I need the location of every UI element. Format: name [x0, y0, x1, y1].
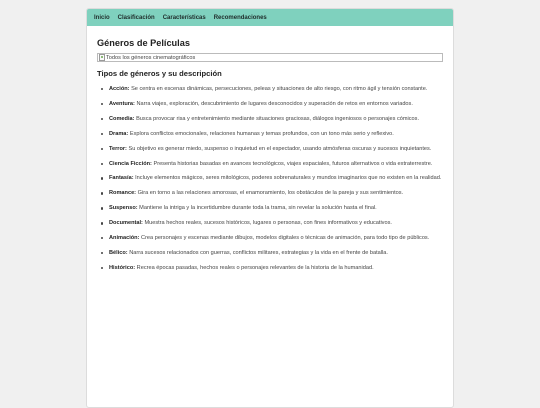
- genres-image-placeholder: [97, 53, 443, 62]
- list-item: [107, 84, 443, 94]
- list-item: [107, 144, 443, 154]
- list-item: [107, 114, 443, 124]
- genre-description: Narra sucesos relacionados con guerras, conflictos militares, estrategias y la vida en el frente de batalla.: [129, 249, 388, 256]
- list-item: [107, 129, 443, 139]
- genre-description: Narra viajes, exploración, descubrimiento de lugares desconocidos y superación de retos en entornos variados.: [136, 100, 413, 107]
- genre-name: Terror:: [109, 145, 127, 152]
- top-nav: [87, 9, 453, 26]
- genre-description: Explora conflictos emocionales, relaciones humanas y temas profundos, con un tono más serio y reflexivo.: [129, 130, 394, 137]
- genre-name: Documental:: [109, 220, 143, 227]
- genre-name: Ciencia Ficción:: [109, 160, 152, 167]
- genre-name: Romance:: [109, 190, 137, 197]
- genre-description: Recrea épocas pasadas, hechos reales o personajes relevantes de la historia de la humanidad.: [136, 264, 374, 271]
- list-item: [107, 159, 443, 169]
- broken-image-icon: [99, 54, 105, 61]
- genre-description: Crea personajes y escenas mediante dibujos, modelos digitales o técnicas de animación, para todo tipo de públicos.: [141, 235, 430, 242]
- list-item: [107, 203, 443, 213]
- genre-description: Presenta historias basadas en avances tecnológicos, viajes espaciales, futuros alternativos o vida extraterrestre.: [153, 160, 433, 167]
- genre-name: Bélico:: [109, 249, 128, 256]
- list-item: [107, 99, 443, 109]
- list-item: [107, 173, 443, 183]
- section-subtitle: Tipos de géneros y su descripción: [97, 69, 222, 78]
- list-item: [107, 263, 443, 273]
- nav-item-recomendaciones[interactable]: Recomendaciones: [213, 14, 267, 21]
- nav-item-caracteristicas[interactable]: Características: [162, 14, 206, 21]
- genre-description: Gira en torno a las relaciones amorosas, el enamoramiento, los obstáculos de la pareja y sus sentimientos.: [137, 190, 404, 197]
- genre-name: Fantasía:: [109, 175, 134, 182]
- list-item: [107, 233, 443, 243]
- nav-item-inicio[interactable]: Inicio: [94, 14, 110, 21]
- genre-description: Su objetivo es generar miedo, suspenso o inquietud en el espectador, usando atmósferas oscuras y sucesos inquietantes.: [128, 145, 432, 152]
- page-title: Géneros de Películas: [97, 38, 190, 48]
- genre-description: Busca provocar risa y entretenimiento mediante situaciones graciosas, diálogos ingeniosos o personajes cómicos.: [136, 115, 420, 122]
- genre-description: Se centra en escenas dinámicas, persecuciones, peleas y situaciones de alto riesgo, con ritmo ágil y tensión constante.: [131, 86, 428, 92]
- page-card: [86, 8, 454, 408]
- genre-name: Comedia:: [109, 115, 135, 122]
- list-item: [107, 248, 443, 258]
- genre-description: Incluye elementos mágicos, seres mitológicos, poderes sobrenaturales y mundos imaginarios que no existen en la realidad.: [135, 175, 442, 182]
- genre-name: Suspenso:: [109, 205, 138, 212]
- genre-description: Mantiene la intriga y la incertidumbre durante toda la trama, sin revelar la solución hasta el final.: [139, 205, 377, 212]
- nav-item-clasificacion[interactable]: Clasificación: [117, 14, 155, 21]
- genre-name: Histórico:: [109, 264, 136, 271]
- main-content: [87, 37, 453, 273]
- genre-list: [97, 84, 443, 273]
- image-alt-text: Todos los géneros cinematográficos: [106, 54, 196, 61]
- genre-description: Muestra hechos reales, sucesos históricos, lugares o personas, con fines informativos y educativos.: [144, 220, 392, 227]
- list-item: [107, 188, 443, 198]
- genre-name: Acción:: [109, 86, 130, 92]
- list-item: [107, 218, 443, 228]
- genre-name: Animación:: [109, 235, 140, 242]
- genre-name: Drama:: [109, 130, 129, 137]
- genre-name: Aventura:: [109, 100, 135, 107]
